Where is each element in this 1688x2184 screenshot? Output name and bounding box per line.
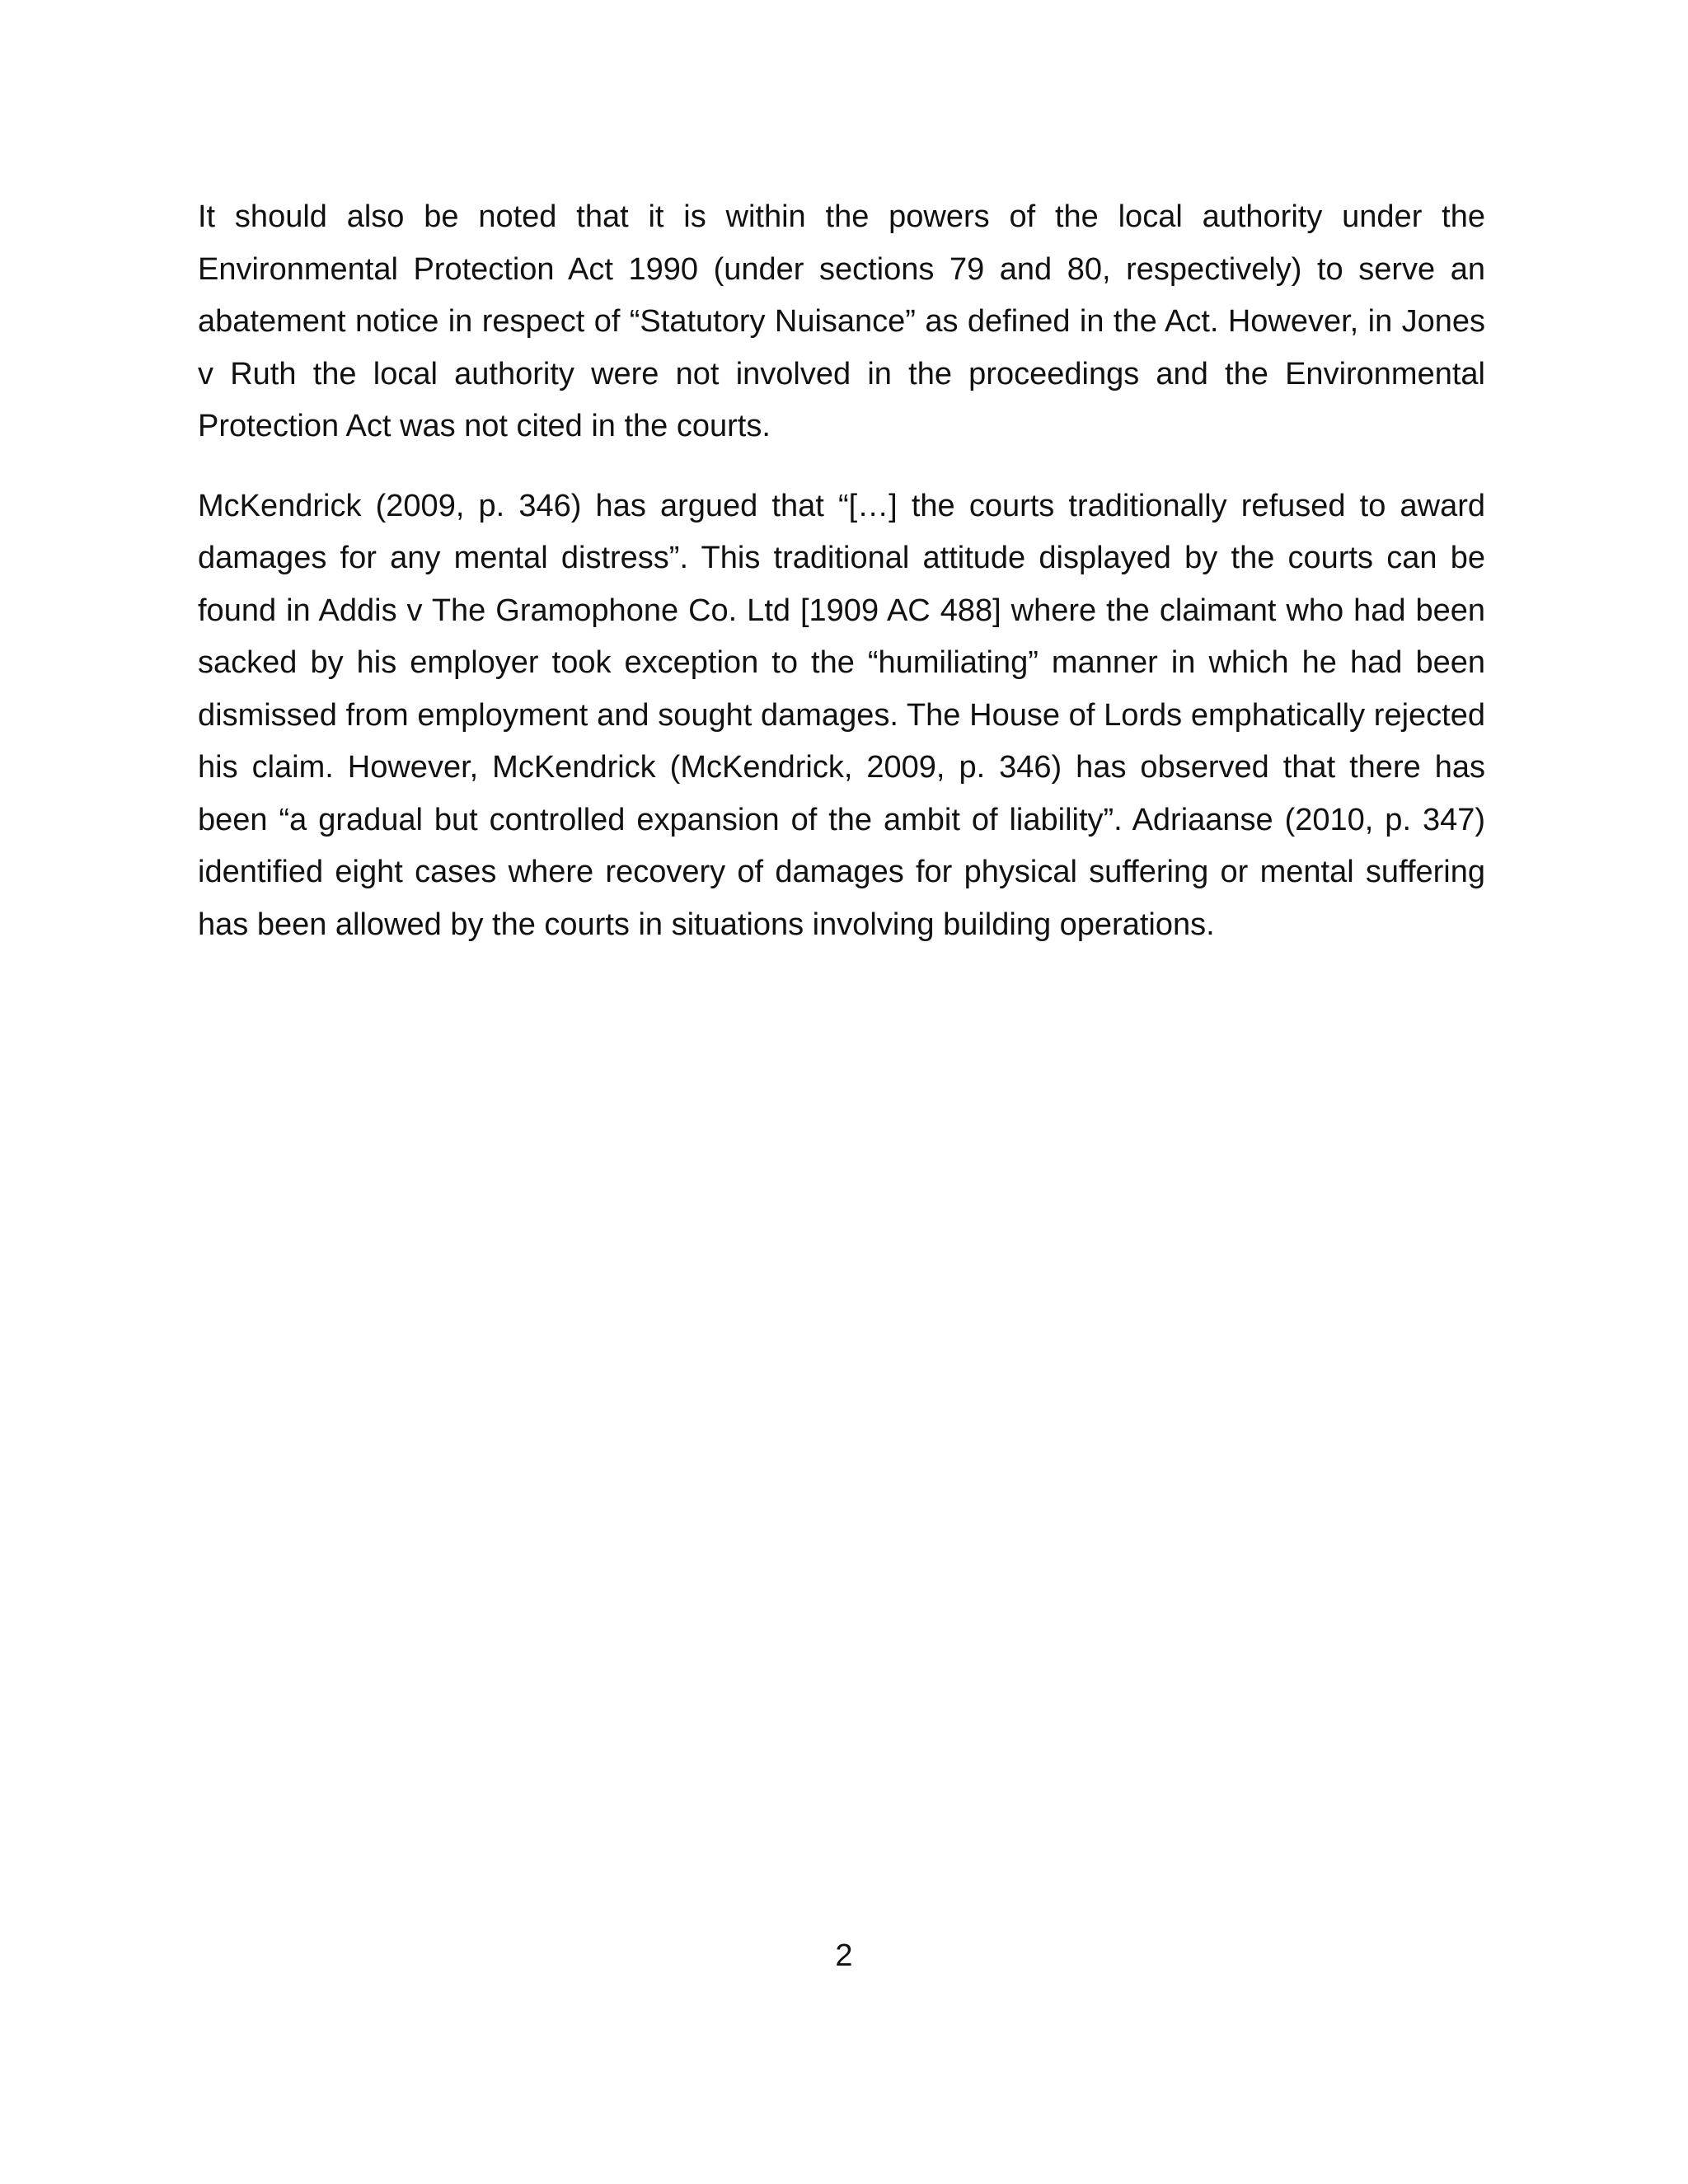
paragraph-statutory-nuisance: It should also be noted that it is within the powers of the local authority under the Environmental Protection Act 1990 (under sections 79 and 80, respectively) to serve an abatement notice in respect of “Statutory Nuisance” as defined in the Act. However, in Jones v Ruth the local authority were not involved in the proceedings and the Environmental Protection Act was not cited in the courts. [198,199,1485,443]
paragraph-mental-distress-damages: McKendrick (2009, p. 346) has argued that “[…] the courts traditionally refused to award damages for any mental distress”. This traditional attitude displayed by the courts can be found in Addis v The Gramophone Co. Ltd [1909 AC 488] where the claimant who had been sacked by his employer took exception to the “humiliating” manner in which he had been dismissed from employment and sought damages. The House of Lords emphatically rejected his claim. However, McKendrick (McKendrick, 2009, p. 346) has observed that there has been “a gradual but controlled expansion of the ambit of liability”. Adriaanse (2010, p. 347) identified eight cases where recovery of damages for physical suffering or mental suffering has been allowed by the courts in situations involving building operations. [198,488,1485,942]
page-number: 2 [835,1938,853,1973]
body-text [198,191,1485,951]
